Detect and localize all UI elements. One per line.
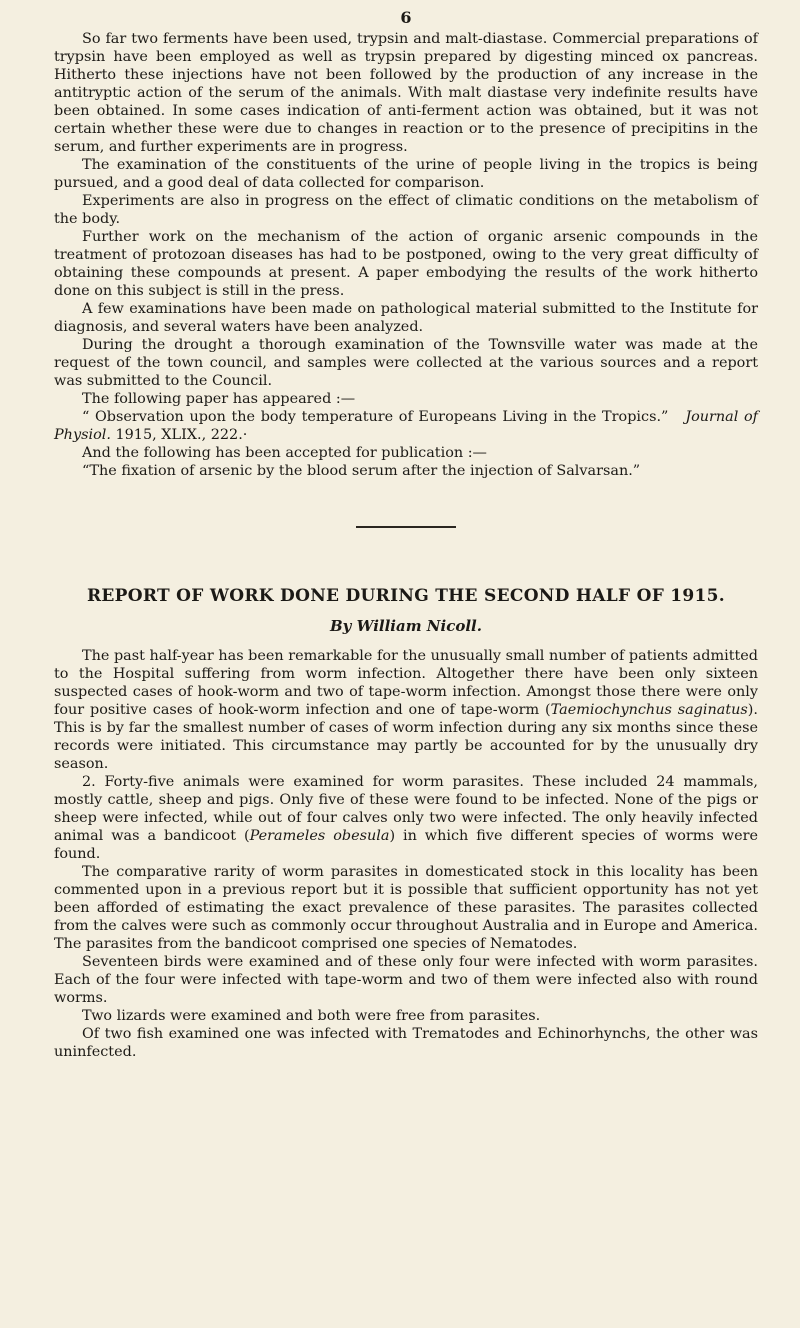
paragraph: The past half-year has been remarkable for the unusually small number of patients admitted to the Hospital suffering from worm infection. Altogether there have been only sixteen suspected cases of hook-worm and two of tape-worm infection. Amongst those there were only four positive cases of hook-worm infection and one of tape-worm (Taemiochynchus saginatus). This is by far the smallest number of cases of worm infection during any six months since these records were initiated. This circumstance may partly be accounted for by the unusually dry season.	[54, 648, 758, 772]
species-name: Taemiochynchus saginatus	[550, 702, 748, 718]
citation-title: “ Observation upon the body temperature of Europeans Living in the Tropics.”	[82, 409, 669, 425]
paragraph: Of two fish examined one was infected with Trematodes and Echinorhynchs, the other was uninfected.	[54, 1026, 758, 1060]
paragraph: Two lizards were examined and both were free from parasites.	[82, 1008, 541, 1024]
section-heading: REPORT OF WORK DONE DURING THE SECOND HALF OF 1915.	[86, 586, 726, 606]
species-name: Perameles obesula	[249, 828, 390, 844]
paragraph: During the drought a thorough examination of the Townsville water was made at the request of the town council, and samples were collected at the various sources and a report was submitted to the Council.	[54, 337, 758, 389]
paragraph: Seventeen birds were examined and of these only four were infected with worm parasites. Each of the four were infected with tape-worm and two of them were infected also with round worms.	[54, 954, 758, 1006]
citation-reference: 1915, XLIX., 222.·	[115, 427, 248, 443]
section-metabolism-report	[54, 30, 758, 480]
citation-journal: Journal of Physiol.	[54, 409, 758, 443]
accepted-paper-title: “The fixation of arsenic by the blood serum after the injection of Salvarsan.”	[82, 463, 641, 479]
paragraph: And the following has been accepted for publication :—	[82, 445, 487, 461]
paragraph: The examination of the constituents of the urine of people living in the tropics is being pursued, and a good deal of data collected for comparison.	[54, 157, 758, 191]
document-page	[54, 0, 758, 1061]
paragraph: Further work on the mechanism of the action of organic arsenic compounds in the treatment of protozoan diseases has had to be postponed, owing to the very great difficulty of obtaining these compounds at present. A paper embodying the results of the work hitherto done on this subject is still in the press.	[54, 229, 758, 299]
paragraph: The comparative rarity of worm parasites in domesticated stock in this locality has been commented upon in a previous report but it is possible that sufficient opportunity has not yet been afforded of estimating the exact prevalence of these parasites. The parasites collected from the calves were such as commonly occur throughout Australia and in Europe and America. The parasites from the bandicoot comprised one species of Nematodes.	[54, 864, 758, 952]
paragraph: So far two ferments have been used, trypsin and malt-diastase. Commercial preparations of trypsin have been employed as well as trypsin prepared by digesting minced ox pancreas. Hitherto these injections have not been followed by the production of any increase in the antitryptic action of the serum of the animals. With malt diastase very indefinite results have been obtained. In some cases indication of anti-ferment action was obtained, but it was not certain whether these were due to changes in reaction or to the presence of precipitins in the serum, and further experiments are in progress.	[54, 31, 758, 155]
page-number: 6	[400, 8, 412, 27]
paragraph: The following paper has appeared :—	[82, 391, 356, 407]
citation	[54, 408, 758, 444]
paragraph: 2. Forty-five animals were examined for worm parasites. These included 24 mammals, mostly cattle, sheep and pigs. Only five of these were found to be infected. None of the pigs or sheep were infected, while out of four calves only two were infected. The only heavily infected animal was a bandicoot (Perameles obesula) in which five different species of worms were found.	[54, 774, 759, 862]
author-byline: By William Nicoll.	[330, 617, 482, 635]
paragraph: A few examinations have been made on pathological material submitted to the Institute for diagnosis, and several waters have been analyzed.	[54, 301, 758, 335]
section-worm-report	[54, 585, 758, 1061]
section-divider	[356, 526, 456, 528]
paragraph: Experiments are also in progress on the effect of climatic conditions on the metabolism of the body.	[54, 193, 758, 227]
